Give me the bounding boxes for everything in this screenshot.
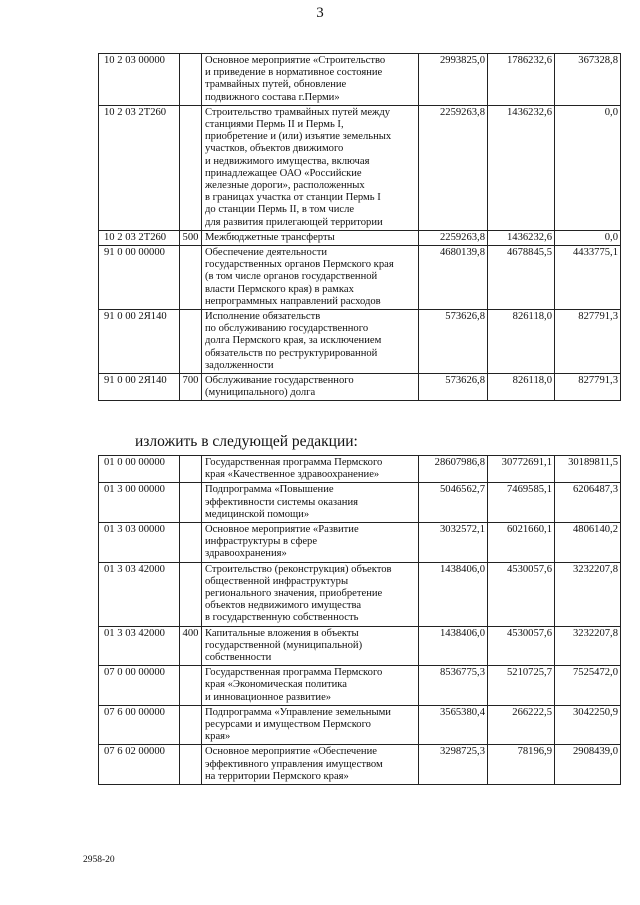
item-name-line: эффективного управления имуществом <box>205 758 383 770</box>
page-number: 3 <box>316 5 324 21</box>
item-name-line: подвижного состава г.Перми» <box>205 91 340 103</box>
item-name-line: Основное мероприятие «Обеспечение <box>205 746 377 758</box>
item-name-line: Основное мероприятие «Строительство <box>205 55 386 66</box>
table-row <box>99 105 621 230</box>
item-name-line: задолженности <box>205 359 274 371</box>
cell-amount-year-3: 3232207,8 <box>555 562 621 626</box>
cell-expense-type <box>180 523 202 563</box>
cell-amount-year-2: 826118,0 <box>488 310 555 374</box>
cell-amount-year-1: 5046562,7 <box>419 483 488 523</box>
cell-amount-year-1: 1438406,0 <box>419 626 488 666</box>
cell-target-code: 10 2 03 2Т260 <box>99 105 180 230</box>
cell-item-name <box>202 456 419 483</box>
item-name-line: в границах участка от станции Пермь I <box>205 192 381 204</box>
table-row <box>99 562 621 626</box>
item-name-line: Межбюджетные трансферты <box>205 231 335 243</box>
cell-amount-year-1: 573626,8 <box>419 310 488 374</box>
cell-amount-year-2: 826118,0 <box>488 374 555 401</box>
cell-amount-year-2: 7469585,1 <box>488 483 555 523</box>
cell-expense-type: 700 <box>180 374 202 401</box>
item-name-line: в государственную собственность <box>205 612 359 624</box>
item-name-line: участков, объектов движимого <box>205 143 344 155</box>
cell-amount-year-2: 1436232,6 <box>488 230 555 245</box>
cell-target-code: 10 2 03 00000 <box>99 54 180 106</box>
item-name-line: приобретение и (или) изъятие земельных <box>205 131 392 143</box>
cell-amount-year-3: 0,0 <box>555 105 621 230</box>
item-name-line: обязательств по реструктурированной <box>205 347 378 359</box>
cell-amount-year-2: 4530057,6 <box>488 626 555 666</box>
cell-amount-year-1: 2259263,8 <box>419 105 488 230</box>
item-name-line: станциями Пермь II и Пермь I, <box>205 119 344 131</box>
cell-amount-year-3: 6206487,3 <box>555 483 621 523</box>
cell-amount-year-2: 4678845,5 <box>488 246 555 310</box>
item-name-line: железные дороги», расположенных <box>205 180 365 192</box>
item-name-line: общественной инфраструктуры <box>205 575 349 587</box>
cell-item-name <box>202 562 419 626</box>
cell-item-name <box>202 246 419 310</box>
table-row <box>99 456 621 483</box>
item-name-line: на территории Пермского края» <box>205 770 349 782</box>
table-row <box>99 246 621 310</box>
cell-amount-year-1: 1438406,0 <box>419 562 488 626</box>
cell-expense-type <box>180 745 202 785</box>
table-row <box>99 705 621 745</box>
cell-amount-year-3: 367328,8 <box>555 54 621 106</box>
item-name-line: по обслуживанию государственного <box>205 323 369 335</box>
cell-target-code: 10 2 03 2Т260 <box>99 230 180 245</box>
table-row <box>99 374 621 401</box>
cell-expense-type <box>180 54 202 106</box>
cell-item-name <box>202 374 419 401</box>
cell-amount-year-1: 2259263,8 <box>419 230 488 245</box>
item-name-line: края» <box>205 731 231 743</box>
item-name-line: государственных органов Пермского края <box>205 259 394 271</box>
item-name-line: края «Экономическая политика <box>205 679 347 691</box>
cell-expense-type <box>180 246 202 310</box>
cell-target-code: 07 6 00 00000 <box>99 705 180 745</box>
cell-amount-year-1: 8536775,3 <box>419 666 488 706</box>
cell-amount-year-3: 4433775,1 <box>555 246 621 310</box>
cell-amount-year-2: 266222,5 <box>488 705 555 745</box>
item-name-line: Строительство трамвайных путей между <box>205 106 391 118</box>
item-name-line: Обслуживание государственного <box>205 375 354 387</box>
item-name-line: Исполнение обязательств <box>205 311 321 323</box>
item-name-line: принадлежащее ОАО «Российские <box>205 167 362 179</box>
cell-expense-type <box>180 562 202 626</box>
cell-target-code: 01 3 03 42000 <box>99 562 180 626</box>
cell-amount-year-1: 3565380,4 <box>419 705 488 745</box>
item-name-line: регионального значения, приобретение <box>205 588 383 600</box>
cell-item-name <box>202 523 419 563</box>
cell-amount-year-2: 6021660,1 <box>488 523 555 563</box>
table-row <box>99 310 621 374</box>
cell-expense-type <box>180 705 202 745</box>
cell-target-code: 01 3 00 00000 <box>99 483 180 523</box>
item-name-line: долга Пермского края, за исключением <box>205 335 382 347</box>
cell-expense-type: 400 <box>180 626 202 666</box>
cell-item-name <box>202 666 419 706</box>
cell-amount-year-2: 1436232,6 <box>488 105 555 230</box>
table-row <box>99 745 621 785</box>
cell-amount-year-3: 3042250,9 <box>555 705 621 745</box>
cell-amount-year-3: 7525472,0 <box>555 666 621 706</box>
cell-amount-year-1: 573626,8 <box>419 374 488 401</box>
cell-amount-year-3: 3232207,8 <box>555 626 621 666</box>
cell-target-code: 01 0 00 00000 <box>99 456 180 483</box>
cell-amount-year-3: 30189811,5 <box>555 456 621 483</box>
item-name-line: до станции Пермь II, в том числе <box>205 204 355 216</box>
cell-amount-year-1: 3032572,1 <box>419 523 488 563</box>
document-footer-code: 2958-20 <box>83 855 115 865</box>
item-name-line: ресурсами и имуществом Пермского <box>205 719 371 731</box>
cell-target-code: 91 0 00 2Я140 <box>99 374 180 401</box>
table-row <box>99 54 621 106</box>
cell-amount-year-3: 0,0 <box>555 230 621 245</box>
cell-expense-type <box>180 310 202 374</box>
cell-expense-type <box>180 456 202 483</box>
table-row <box>99 626 621 666</box>
table-row <box>99 666 621 706</box>
item-name-line: Государственная программа Пермского <box>205 667 383 679</box>
item-name-line: государственной (муниципальной) <box>205 639 363 651</box>
cell-item-name <box>202 310 419 374</box>
item-name-line: трамвайных путей, обновление <box>205 79 347 91</box>
cell-item-name <box>202 705 419 745</box>
item-name-line: непрограммных направлений расходов <box>205 295 381 307</box>
cell-amount-year-3: 827791,3 <box>555 310 621 374</box>
cell-amount-year-2: 5210725,7 <box>488 666 555 706</box>
item-name-line: (в том числе органов государственной <box>205 271 378 283</box>
item-name-line: медицинской помощи» <box>205 508 310 520</box>
cell-target-code: 07 0 00 00000 <box>99 666 180 706</box>
cell-target-code: 01 3 03 00000 <box>99 523 180 563</box>
cell-expense-type <box>180 483 202 523</box>
item-name-line: края «Качественное здравоохранение» <box>205 469 380 481</box>
cell-amount-year-2: 1786232,6 <box>488 54 555 106</box>
item-name-line: собственности <box>205 652 272 664</box>
item-name-line: Подпрограмма «Управление земельными <box>205 706 391 718</box>
item-name-line: власти Пермского края) в рамках <box>205 283 354 295</box>
cell-item-name <box>202 626 419 666</box>
budget-table-old <box>98 53 621 401</box>
cell-amount-year-3: 2908439,0 <box>555 745 621 785</box>
item-name-line: для развития прилегающей территории <box>205 216 383 228</box>
cell-amount-year-1: 3298725,3 <box>419 745 488 785</box>
section-heading: изложить в следующей редакции: <box>135 433 358 450</box>
item-name-line: и приведение в нормативное состояние <box>205 67 383 79</box>
item-name-line: Строительство (реконструкция) объектов <box>205 563 392 575</box>
table-row <box>99 230 621 245</box>
cell-amount-year-2: 30772691,1 <box>488 456 555 483</box>
cell-amount-year-2: 4530057,6 <box>488 562 555 626</box>
table-row <box>99 483 621 523</box>
table-row <box>99 523 621 563</box>
cell-amount-year-1: 28607986,8 <box>419 456 488 483</box>
item-name-line: Основное мероприятие «Развитие <box>205 524 359 536</box>
cell-item-name <box>202 54 419 106</box>
item-name-line: здравоохранения» <box>205 548 287 560</box>
cell-item-name <box>202 105 419 230</box>
item-name-line: (муниципального) долга <box>205 387 316 399</box>
item-name-line: инфраструктуры в сфере <box>205 536 318 548</box>
item-name-line: и инновационное развитие» <box>205 691 332 703</box>
cell-target-code: 91 0 00 2Я140 <box>99 310 180 374</box>
item-name-line: Капитальные вложения в объекты <box>205 627 359 639</box>
cell-amount-year-1: 2993825,0 <box>419 54 488 106</box>
item-name-line: эффективности системы оказания <box>205 496 358 508</box>
cell-item-name <box>202 483 419 523</box>
cell-expense-type: 500 <box>180 230 202 245</box>
cell-amount-year-1: 4680139,8 <box>419 246 488 310</box>
cell-expense-type <box>180 105 202 230</box>
cell-item-name <box>202 230 419 245</box>
cell-amount-year-3: 4806140,2 <box>555 523 621 563</box>
cell-amount-year-3: 827791,3 <box>555 374 621 401</box>
budget-table-new <box>98 455 621 785</box>
cell-target-code: 91 0 00 00000 <box>99 246 180 310</box>
item-name-line: Подпрограмма «Повышение <box>205 484 334 496</box>
item-name-line: и недвижимого имущества, включая <box>205 155 370 167</box>
item-name-line: Государственная программа Пермского <box>205 457 383 468</box>
cell-expense-type <box>180 666 202 706</box>
cell-target-code: 01 3 03 42000 <box>99 626 180 666</box>
item-name-line: объектов недвижимого имущества <box>205 600 362 612</box>
cell-item-name <box>202 745 419 785</box>
cell-amount-year-2: 78196,9 <box>488 745 555 785</box>
cell-target-code: 07 6 02 00000 <box>99 745 180 785</box>
item-name-line: Обеспечение деятельности <box>205 247 328 259</box>
